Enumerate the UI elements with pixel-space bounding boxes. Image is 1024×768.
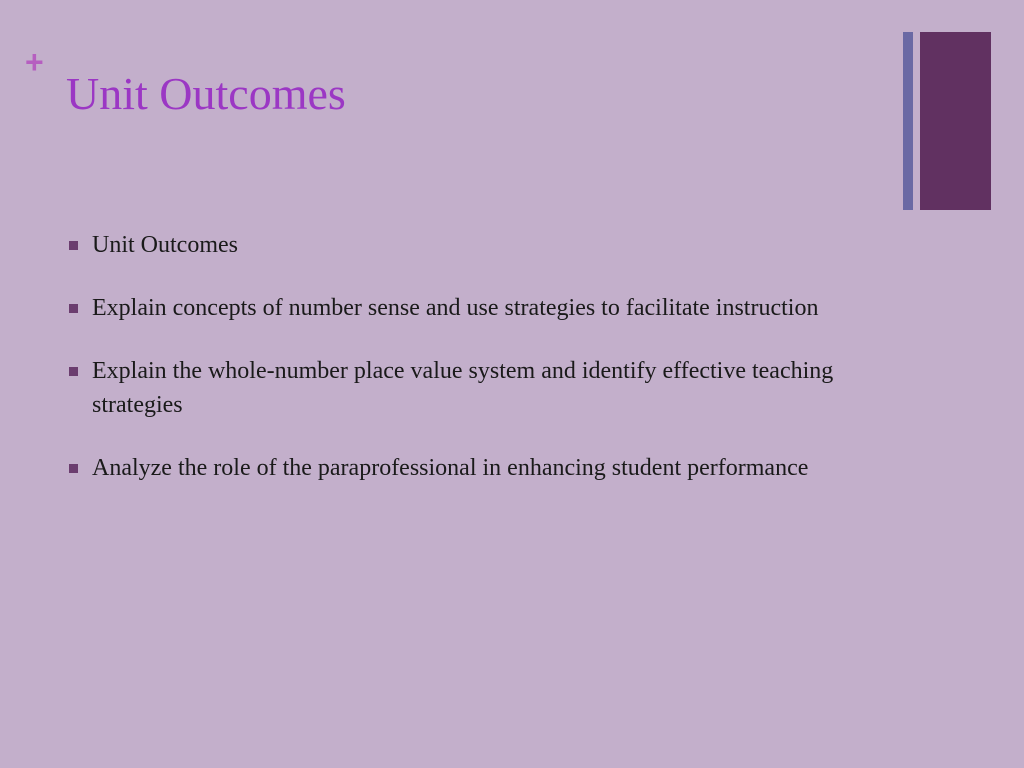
- square-bullet-icon: [69, 464, 78, 473]
- accent-bar-thick: [920, 32, 991, 210]
- bullet-text: Explain the whole-number place value system and identify effective teaching strategies: [92, 358, 834, 418]
- accent-bar-thin: [903, 32, 913, 210]
- bullet-item: [68, 354, 898, 422]
- bullet-list: [68, 228, 898, 514]
- slide-title: Unit Outcomes: [66, 68, 346, 119]
- bullet-text: Unit Outcomes: [92, 232, 238, 258]
- bullet-item: [68, 291, 898, 325]
- bullet-item: [68, 451, 898, 485]
- square-bullet-icon: [69, 241, 78, 250]
- bullet-item: [68, 228, 898, 262]
- square-bullet-icon: [69, 367, 78, 376]
- square-bullet-icon: [69, 304, 78, 313]
- plus-icon: +: [25, 44, 44, 80]
- bullet-text: Explain concepts of number sense and use strategies to facilitate instruction: [92, 295, 819, 321]
- bullet-text: Analyze the role of the paraprofessional in enhancing student performance: [92, 455, 809, 481]
